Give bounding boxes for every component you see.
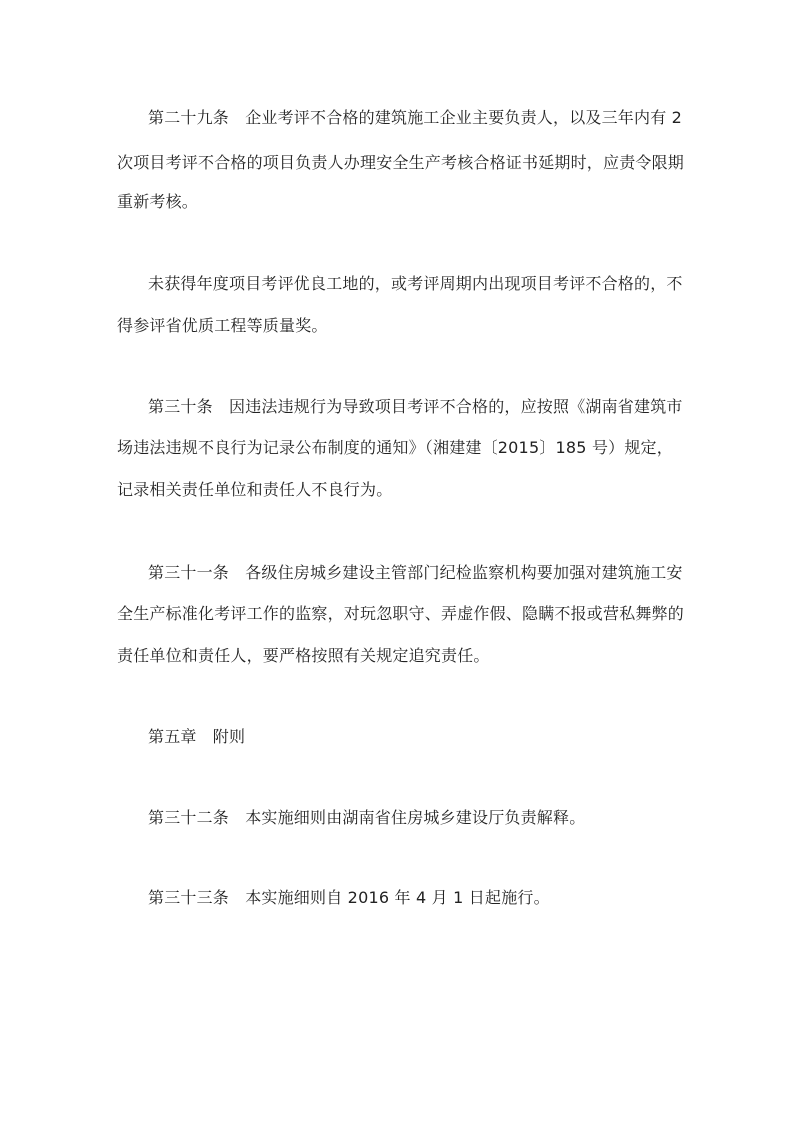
article-31-line-2: 全生产标准化考评工作的监察，对玩忽职守、弄虚作假、隐瞒不报或营私舞弊的 — [117, 604, 685, 623]
chapter-5-heading: 第五章 附则 — [148, 727, 246, 746]
article-31-line-3: 责任单位和责任人，要严格按照有关规定追究责任。 — [117, 646, 490, 665]
award-restriction-line-2: 得参评省优质工程等质量奖。 — [117, 316, 328, 335]
award-restriction-line-1: 未获得年度项目考评优良工地的，或考评周期内出现项目考评不合格的，不 — [148, 274, 683, 293]
article-30-line-1: 第三十条 因违法违规行为导致项目考评不合格的，应按照《湖南省建筑市 — [148, 397, 683, 416]
article-29-line-3: 重新考核。 — [117, 192, 199, 211]
article-32: 第三十二条 本实施细则由湖南省住房城乡建设厅负责解释。 — [148, 808, 586, 827]
article-29-line-2: 次项目考评不合格的项目负责人办理安全生产考核合格证书延期时，应责令限期 — [117, 153, 685, 172]
article-31-line-1: 第三十一条 各级住房城乡建设主管部门纪检监察机构要加强对建筑施工安 — [148, 563, 683, 582]
article-29-line-1: 第二十九条 企业考评不合格的建筑施工企业主要负责人，以及三年内有 2 — [148, 108, 683, 127]
article-30-line-3: 记录相关责任单位和责任人不良行为。 — [117, 480, 393, 499]
article-33: 第三十三条 本实施细则自 2016 年 4 月 1 日起施行。 — [148, 888, 550, 907]
article-30-line-2: 场违法违规不良行为记录公布制度的通知》（湘建建〔2015〕185 号）规定， — [117, 438, 673, 457]
